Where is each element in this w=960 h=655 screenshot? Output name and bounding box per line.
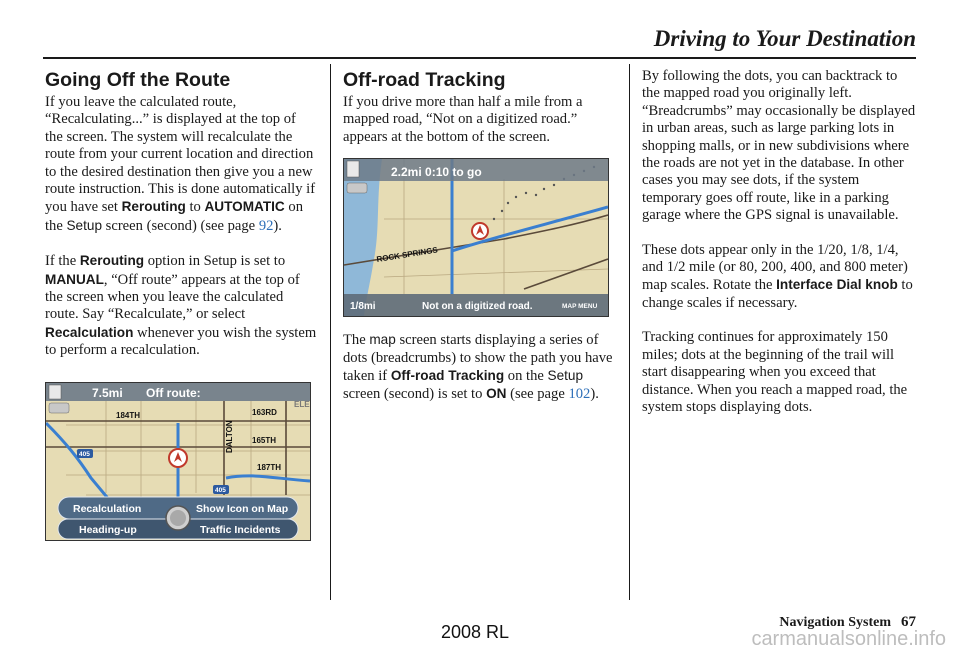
street-dalton: DALTON bbox=[225, 420, 234, 453]
page-section-title: Driving to Your Destination bbox=[653, 26, 916, 51]
watermark: carmanualsonline.info bbox=[751, 628, 946, 650]
highway-405-shield-2: 405 bbox=[215, 486, 226, 494]
recalculation-button[interactable]: Recalculation bbox=[73, 502, 142, 515]
header-rule bbox=[43, 57, 916, 59]
term-map: map bbox=[369, 332, 396, 348]
term-manual: MANUAL bbox=[45, 271, 104, 287]
map-status-not-digitized: Not on a digitized road. bbox=[422, 301, 533, 313]
street-ele: ELE bbox=[294, 399, 310, 409]
term-off-road-tracking: Off-road Tracking bbox=[390, 368, 505, 384]
term-interface-dial-knob: Interface Dial knob bbox=[776, 277, 898, 293]
page-link-102[interactable]: 102 bbox=[568, 386, 591, 403]
map-distance-time: 2.2mi 0:10 to go bbox=[391, 165, 482, 180]
heading-off-road-tracking: Off-road Tracking bbox=[343, 69, 506, 91]
map-menu-button[interactable]: MAP MENU bbox=[562, 303, 598, 311]
paragraph-recalculating: If you leave the calculated route, “Recalculating...” is displayed at the top of the screen. The system will recalculate the route from your current location and direction to the desired destination then give you a new route instruction. This is done automatically if you have set Rerouting to AUTOMATIC on the Setup screen (second) (see page 92). bbox=[45, 94, 316, 234]
map-status-off-route: Off route: bbox=[146, 385, 201, 400]
highway-405-shield: 405 bbox=[79, 450, 90, 458]
map-scale: 1/8mi bbox=[350, 301, 376, 313]
paragraph-breadcrumbs: The map screen starts displaying a series of dots (breadcrumbs) to show the path you have taken if Off-road Tracking on the Setup screen (second) is set to ON (see page 102). bbox=[343, 332, 613, 403]
paragraph-map-scales: These dots appear only in the 1/20, 1/8, 1/4, and 1/2 mile (or 80, 200, 400, and 800 meter) map scales. Rotate the Interface Dial knob to change scales if necessary. bbox=[642, 241, 913, 311]
traffic-incidents-button[interactable]: Traffic Incidents bbox=[200, 523, 281, 536]
street-184th: 184TH bbox=[116, 410, 141, 420]
term-on: ON bbox=[486, 386, 507, 402]
footer-section: Navigation System bbox=[779, 615, 891, 630]
term-setup: Setup bbox=[66, 217, 103, 233]
street-rock-springs: ROCK SPRINGS bbox=[375, 245, 439, 265]
off-road-screen-image bbox=[343, 158, 609, 317]
off-route-screen-image bbox=[45, 382, 311, 541]
show-icon-on-map-button[interactable]: Show Icon on Map bbox=[196, 502, 289, 515]
paragraph-manual-rerouting: If the Rerouting option in Setup is set to MANUAL, “Off route” appears at the top of the screen when you leave the calculated route. Say “Recalculate,” or select Recalculation whenever you wish the system to perform a recalculation. bbox=[45, 253, 317, 359]
term-recalculation: Recalculation bbox=[45, 324, 134, 340]
footer-model: 2008 RL bbox=[441, 622, 510, 642]
column-divider-2 bbox=[629, 64, 630, 600]
page-number: 67 bbox=[901, 614, 916, 630]
column-off-road-tracking bbox=[343, 68, 616, 421]
street-165th: 165TH bbox=[252, 435, 277, 445]
term-setup: Setup bbox=[547, 368, 584, 384]
column-divider-1 bbox=[330, 64, 331, 600]
map-distance: 7.5mi bbox=[92, 385, 123, 400]
column-going-off-route bbox=[45, 68, 317, 541]
paragraph-backtrack: By following the dots, you can backtrack to the mapped road you originally left. “Breadcrumbs” may occasionally be displayed in urban areas, such as large parking lots in shopping malls, or in new subdivisions where the roads are not yet in the database. In other cases you may see dots, if the system temporary goes off route, like in a parking garage where the GPS signal is unavailable. bbox=[642, 68, 916, 224]
heading-up-button[interactable]: Heading-up bbox=[79, 523, 137, 536]
heading-going-off-route: Going Off the Route bbox=[45, 69, 231, 91]
column-breadcrumb-details bbox=[642, 68, 917, 433]
paragraph-tracking-distance: Tracking continues for approximately 150 miles; dots at the beginning of the trail will start disappearing when you exceed that distance. When you reach a mapped road, the system stops displaying dots. bbox=[642, 329, 908, 415]
term-rerouting: Rerouting bbox=[79, 253, 145, 269]
street-163rd: 163RD bbox=[252, 407, 277, 417]
term-rerouting: Rerouting bbox=[121, 199, 186, 215]
page-link-92[interactable]: 92 bbox=[258, 217, 274, 234]
paragraph-not-on-digitized-road: If you drive more than half a mile from a mapped road, “Not on a digitized road.” appears at the bottom of the screen. bbox=[343, 94, 583, 145]
street-187th: 187TH bbox=[257, 462, 282, 472]
term-automatic: AUTOMATIC bbox=[204, 199, 285, 215]
